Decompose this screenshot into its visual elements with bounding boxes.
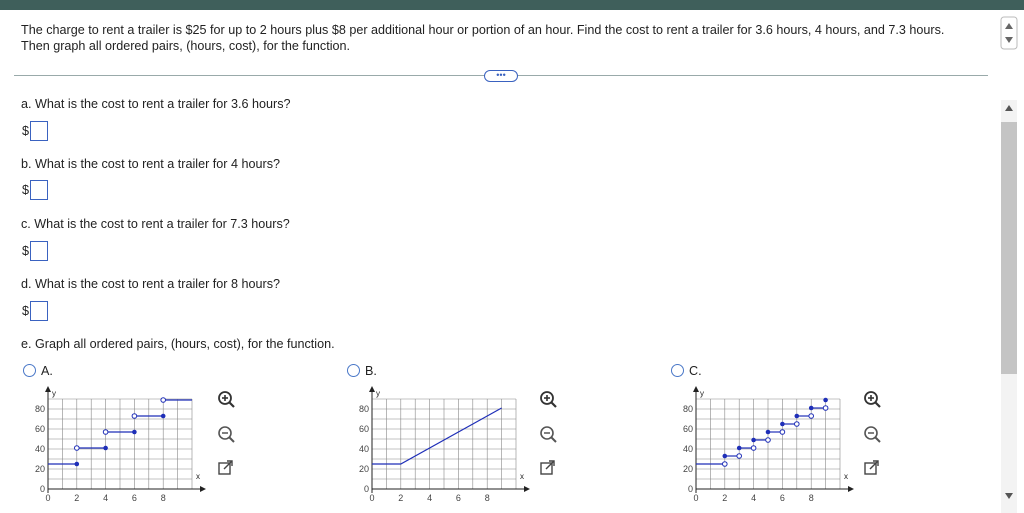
answer-a-input[interactable] [30,121,48,141]
scroll-up-icon[interactable] [1003,104,1015,112]
answer-d-input[interactable] [30,301,48,321]
open-point [75,446,80,451]
y-tick-label: 20 [682,464,693,474]
option-c[interactable] [671,364,702,378]
scrollbar-thumb[interactable] [1001,122,1017,374]
closed-point [751,438,756,443]
x-tick-label: 8 [484,493,490,503]
x-axis-label: x [844,472,848,481]
closed-point [809,406,814,411]
x-tick-label: 6 [779,493,785,503]
x-tick-label: 0 [693,493,699,503]
y-tick-label: 0 [363,484,369,494]
option-a-label: A. [41,364,53,378]
y-tick-label: 60 [34,424,45,434]
graph-option-a [24,386,214,512]
y-tick-label: 40 [358,444,369,454]
y-tick-label: 0 [687,484,693,494]
open-external-icon[interactable] [538,458,558,478]
question-letter: e. [21,337,32,351]
open-external-icon[interactable] [216,458,236,478]
open-point [132,414,137,419]
x-tick-label: 0 [45,493,51,503]
open-point [103,430,108,435]
closed-point [795,414,800,419]
header-scroll-arrows[interactable] [1000,16,1018,50]
question-letter: a. [21,97,32,111]
answer-c-input[interactable] [30,241,48,261]
zoom-in-icon[interactable] [216,389,236,409]
open-point [723,462,728,467]
currency-symbol: $ [22,304,30,318]
question-d [21,277,280,291]
x-tick-label: 2 [398,493,404,503]
graph-option-c [672,386,862,512]
y-axis-label: y [700,389,704,398]
x-tick-label: 6 [455,493,461,503]
x-tick-label: 4 [103,493,109,503]
question-c [21,217,290,231]
option-b-label: B. [365,364,377,378]
closed-point [132,430,137,435]
open-point [737,454,742,459]
y-axis-arrow [45,386,51,392]
open-point [823,406,828,411]
question-b [21,157,280,171]
x-tick-label: 8 [808,493,814,503]
option-b[interactable] [347,364,377,378]
zoom-out-icon[interactable] [538,424,558,444]
y-tick-label: 80 [682,404,693,414]
y-tick-label: 20 [358,464,369,474]
y-tick-label: 60 [682,424,693,434]
currency-symbol: $ [22,124,30,138]
x-tick-label: 4 [751,493,757,503]
currency-symbol: $ [22,183,30,197]
zoom-out-icon[interactable] [862,424,882,444]
problem-statement: The charge to rent a trailer is $25 for up to 2 hours plus $8 per additional hour or portion of an hour. Find the cost to rent a trailer for 3.6 hours, 4 hours, and 7.3 hours. Then graph all ordered pairs, (hours, cost), for the function. [21,23,945,53]
x-axis-label: x [520,472,524,481]
open-external-icon[interactable] [862,458,882,478]
question-text: What is the cost to rent a trailer for 7.3 hours? [34,217,290,231]
question-a [21,97,291,111]
closed-point [766,430,771,435]
scroll-down-icon[interactable] [1003,492,1015,500]
open-point [766,438,771,443]
x-tick-label: 8 [160,493,166,503]
open-point [751,446,756,451]
zoom-in-icon[interactable] [862,389,882,409]
question-text: What is the cost to rent a trailer for 8 hours? [35,277,281,291]
open-point [795,422,800,427]
question-text: Graph all ordered pairs, (hours, cost), for the function. [35,337,335,351]
closed-point [723,454,728,459]
x-tick-label: 6 [131,493,137,503]
closed-point [737,446,742,451]
open-point [809,414,814,419]
option-a-radio[interactable] [23,364,36,377]
y-tick-label: 0 [39,484,45,494]
x-axis-label: x [196,472,200,481]
y-axis-arrow [693,386,699,392]
x-tick-label: 2 [722,493,728,503]
graph-option-b [348,386,538,512]
option-a[interactable] [23,364,53,378]
y-axis-arrow [369,386,375,392]
y-tick-label: 40 [682,444,693,454]
x-tick-label: 2 [74,493,80,503]
series-line [372,408,502,464]
question-e [21,337,335,351]
y-tick-label: 60 [358,424,369,434]
zoom-in-icon[interactable] [538,389,558,409]
x-axis-arrow [200,486,206,492]
closed-point [75,462,80,467]
y-axis-label: y [52,389,56,398]
closed-point [161,414,166,419]
question-letter: b. [21,157,32,171]
y-tick-label: 80 [34,404,45,414]
question-letter: c. [21,217,31,231]
option-c-label: C. [689,364,702,378]
y-tick-label: 20 [34,464,45,474]
zoom-out-icon[interactable] [216,424,236,444]
question-text: What is the cost to rent a trailer for 4 hours? [35,157,281,171]
x-axis-arrow [524,486,530,492]
option-b-radio[interactable] [347,364,360,377]
currency-symbol: $ [22,244,30,258]
y-axis-label: y [376,389,380,398]
closed-point [780,422,785,427]
top-bar [0,0,1024,10]
answer-b-input[interactable] [30,180,48,200]
y-tick-label: 80 [358,404,369,414]
y-tick-label: 40 [34,444,45,454]
closed-point [103,446,108,451]
closed-point [823,398,828,403]
question-text: What is the cost to rent a trailer for 3.6 hours? [35,97,291,111]
option-c-radio[interactable] [671,364,684,377]
open-point [161,398,166,403]
x-tick-label: 4 [427,493,433,503]
more-button[interactable]: ••• [484,70,518,82]
open-point [780,430,785,435]
x-tick-label: 0 [369,493,375,503]
x-axis-arrow [848,486,854,492]
question-letter: d. [21,277,32,291]
